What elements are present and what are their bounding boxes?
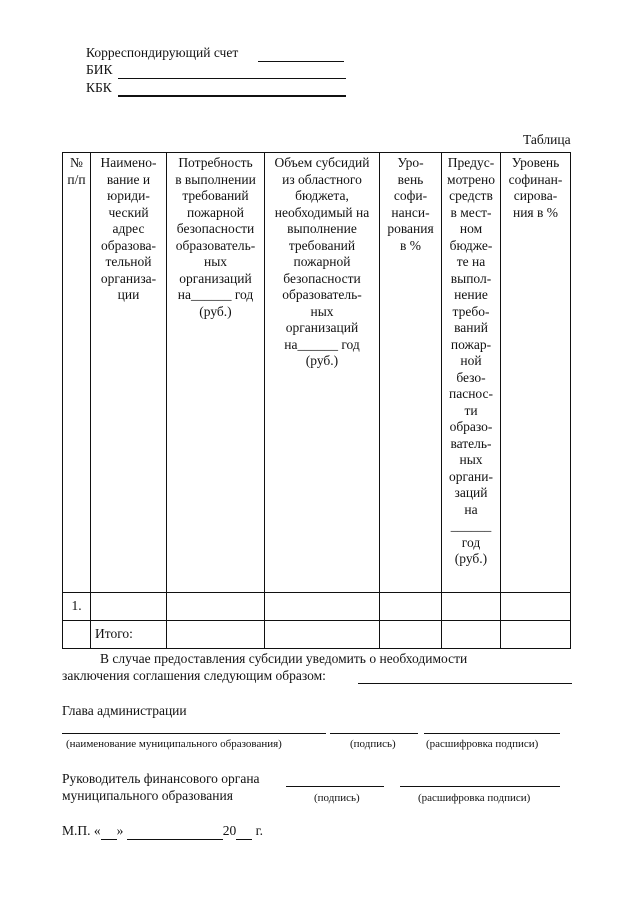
subsidy-table — [62, 152, 571, 649]
table-row — [63, 593, 571, 621]
corr-account-label: Корреспондирующий счет — [86, 45, 239, 60]
table-cell[interactable] — [442, 593, 501, 621]
year-field[interactable] — [236, 823, 252, 840]
bik-label: БИК — [86, 62, 113, 77]
table-cell[interactable] — [265, 593, 380, 621]
stamp-close-quote: » — [116, 823, 124, 838]
header-number: № п/п — [63, 153, 91, 593]
kbk-field[interactable] — [118, 95, 346, 97]
table-cell[interactable] — [380, 621, 442, 649]
table-cell[interactable] — [501, 593, 571, 621]
table-total-row — [63, 621, 571, 649]
table-cell[interactable] — [442, 621, 501, 649]
table-cell[interactable] — [380, 593, 442, 621]
day-field[interactable] — [101, 823, 117, 840]
caption-finance-decode: (расшифровка подписи) — [418, 792, 531, 804]
stamp-year-suffix: г. — [255, 823, 264, 838]
notice-line-1: В случае предоставления субсидии уведомить о необходимости — [100, 651, 468, 666]
stamp-year: 20 — [222, 823, 237, 838]
kbk-label: КБК — [86, 80, 112, 95]
head-decode-field[interactable] — [424, 733, 560, 734]
municipality-field[interactable] — [62, 733, 326, 734]
header-organization: Наимено- вание и юриди- ческий адрес образова- тельной организа- ции — [91, 153, 167, 593]
stamp-mp: М.П. « — [62, 823, 101, 838]
bik-field[interactable] — [118, 78, 346, 79]
caption-finance-signature: (подпись) — [314, 792, 360, 804]
head-signature-field[interactable] — [330, 733, 418, 734]
corr-account-field[interactable] — [258, 61, 344, 62]
notice-method-field[interactable] — [358, 683, 572, 684]
finance-title-line-2: муниципального образования — [62, 788, 233, 803]
month-field[interactable] — [127, 823, 223, 840]
header-regional-subsidy: Объем субсидий из областного бюджета, необходимый на выполнение требований пожарной безопасности образователь- ных организаций на______ год (руб.) — [265, 153, 380, 593]
header-local-budget: Предус- мотрено средств в мест- ном бюдже- те на выпол- нение требо- ваний пожар- ной безо- паснос- ти образо- ватель- ных органи- заций на ______ год (руб.) — [442, 153, 501, 593]
table-cell[interactable] — [91, 593, 167, 621]
finance-title-line-1: Руководитель финансового органа — [62, 771, 260, 786]
caption-head-decode: (расшифровка подписи) — [426, 738, 539, 750]
table-cell[interactable] — [265, 621, 380, 649]
table-header-row — [63, 153, 571, 593]
table-cell[interactable] — [167, 593, 265, 621]
finance-decode-field[interactable] — [400, 786, 560, 787]
table-caption: Таблица — [523, 132, 571, 147]
table-cell[interactable] — [167, 621, 265, 649]
header-cofinancing-percent: Уровень софинан- сирова- ния в % — [501, 153, 571, 593]
header-fire-safety-need: Потребность в выполнении требований пожарной безопасности образователь- ных организаций на______ год (руб.) — [167, 153, 265, 593]
table-cell — [63, 621, 91, 649]
finance-signature-field[interactable] — [286, 786, 384, 787]
caption-head-signature: (подпись) — [350, 738, 396, 750]
stamp-date-line — [62, 823, 263, 840]
caption-municipality: (наименование муниципального образования) — [66, 738, 282, 750]
table-cell[interactable] — [501, 621, 571, 649]
total-label: Итого: — [91, 621, 167, 649]
header-cofinancing-level: Уро- вень софи- нанси- рования в % — [380, 153, 442, 593]
row-number: 1. — [63, 593, 91, 621]
head-admin-title: Глава администрации — [62, 703, 187, 718]
notice-line-2: заключения соглашения следующим образом: — [62, 668, 326, 683]
